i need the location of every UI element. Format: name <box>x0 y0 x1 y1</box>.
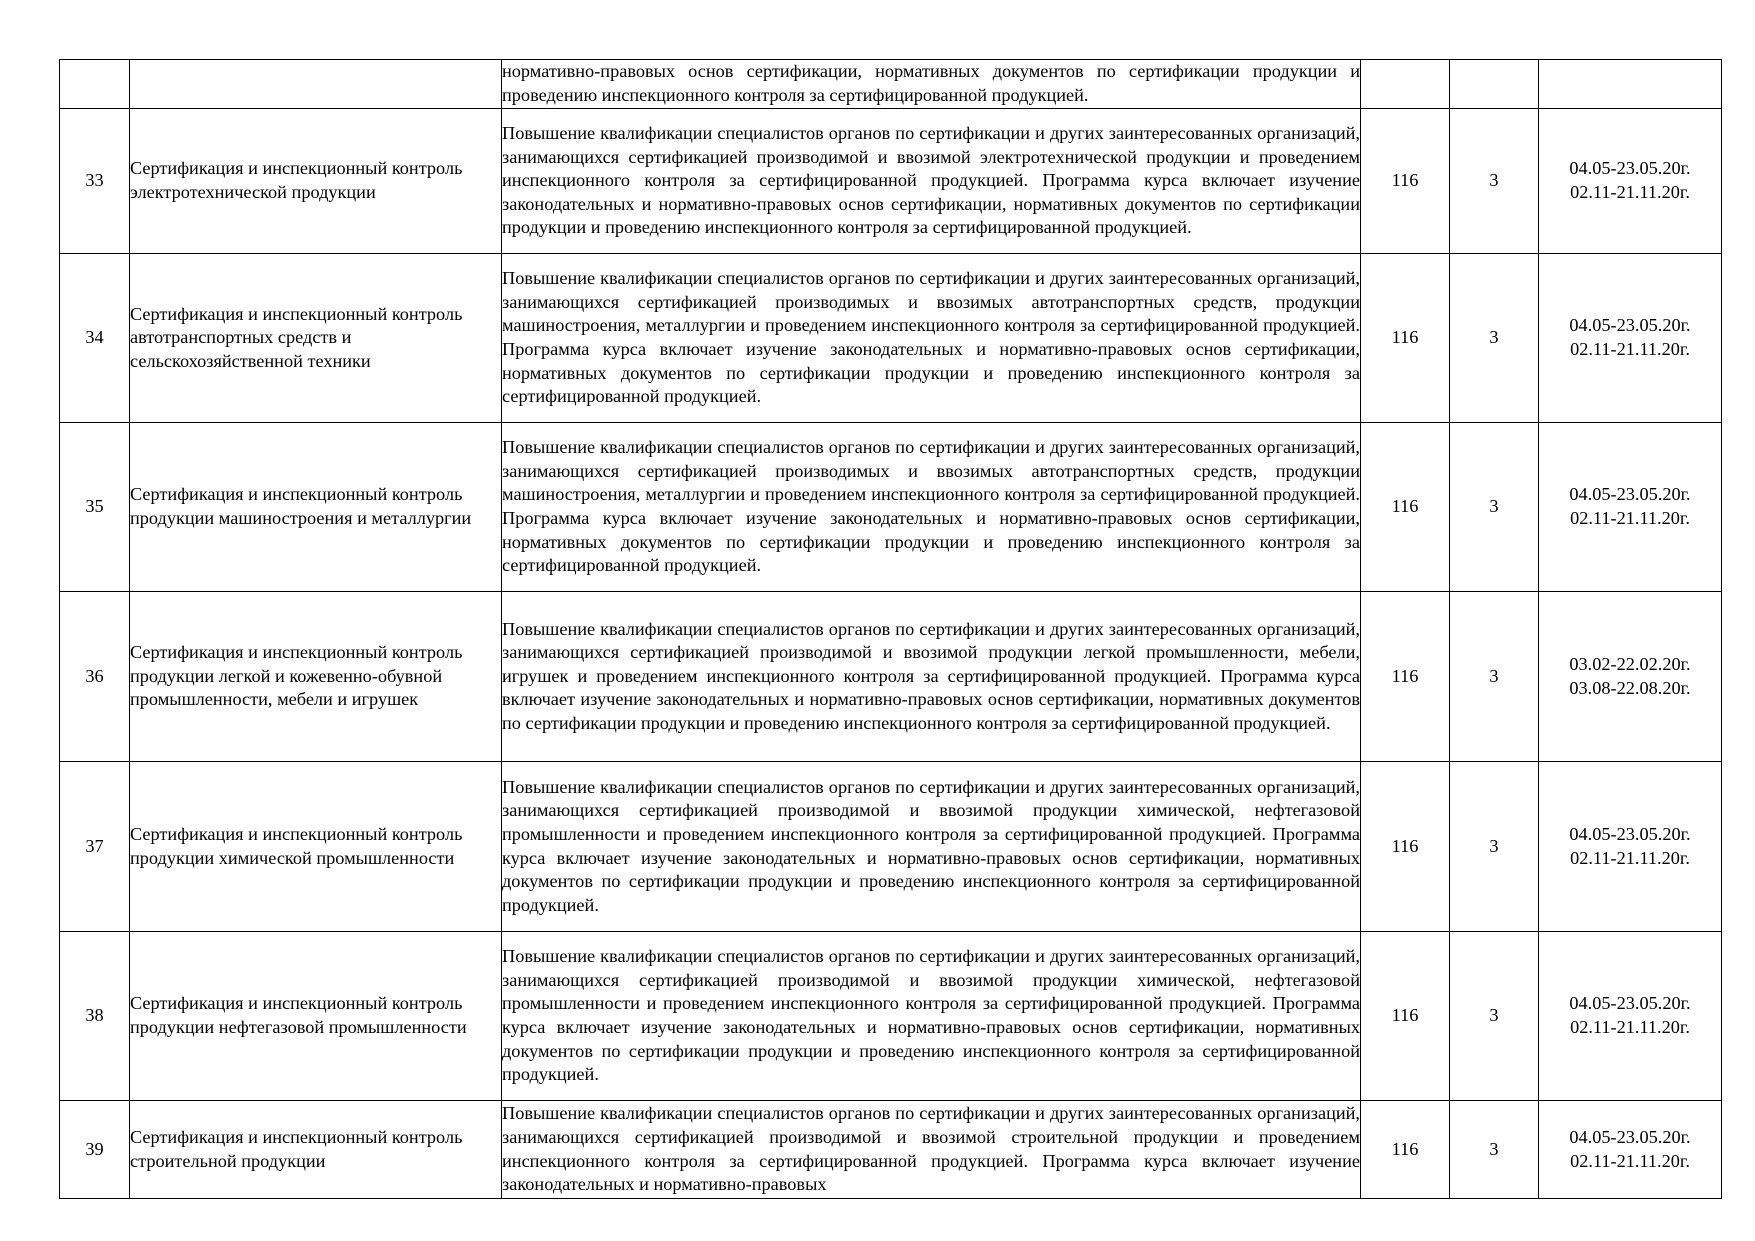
date-range-1: 04.05-23.05.20г. <box>1569 158 1691 179</box>
cell-number: 36 <box>60 592 130 762</box>
cell-course-title: Сертификация и инспекционный контроль электротехнической продукции <box>130 109 502 254</box>
date-range-2: 02.11-21.11.20г. <box>1570 1017 1690 1037</box>
cell-number: 37 <box>60 762 130 932</box>
date-range-1: 04.05-23.05.20г. <box>1569 484 1691 505</box>
cell-dates <box>1539 109 1722 254</box>
cell-dates <box>1539 932 1722 1101</box>
cell-weeks: 3 <box>1450 592 1539 762</box>
table-row <box>60 592 1722 762</box>
cell-hours: 116 <box>1361 762 1450 932</box>
courses-table <box>59 59 1722 1199</box>
cell-course-title: Сертификация и инспекционный контроль автотранспортных средств и сельскохозяйственной техники <box>130 254 502 423</box>
date-range-1: 04.05-23.05.20г. <box>1569 823 1691 844</box>
cell-weeks: 3 <box>1450 423 1539 592</box>
cell-weeks: 3 <box>1450 1101 1539 1199</box>
cell-number: 33 <box>60 109 130 254</box>
cell-dates <box>1539 254 1722 423</box>
cell-weeks: 3 <box>1450 762 1539 932</box>
date-range-1: 04.05-23.05.20г. <box>1569 315 1691 336</box>
table-row <box>60 423 1722 592</box>
cell-hours: 116 <box>1361 254 1450 423</box>
cell-dates <box>1539 60 1722 109</box>
cell-number: 38 <box>60 932 130 1101</box>
cell-course-title <box>130 60 502 109</box>
table-row <box>60 932 1722 1101</box>
cell-dates <box>1539 423 1722 592</box>
table-row-continuation <box>60 60 1722 109</box>
cell-description: Повышение квалификации специалистов органов по сертификации и других заинтересованных организаций, занимающихся сертификацией производимой и ввозимой продукции химической, нефтегазовой промышленности и проведением инспекционного контроля за сертифицированной продукцией. Программа курса включает изучение законодательных и нормативно-правовых основ сертификации, нормативных документов по сертификации продукции и проведению инспекционного контроля за сертифицированной продукцией. <box>502 932 1361 1101</box>
date-range-2: 02.11-21.11.20г. <box>1570 847 1690 868</box>
date-range-2: 03.08-22.08.20г. <box>1569 677 1691 698</box>
cell-description: Повышение квалификации специалистов органов по сертификации и других заинтересованных организаций, занимающихся сертификацией производимой и ввозимой электротехнической продукции и проведением инспекционного контроля за сертифицированной продукцией. Программа курса включает изучение законодательных и нормативно-правовых основ сертификации, нормативных документов по сертификации продукции и проведению инспекционного контроля за сертифицированной продукцией. <box>502 109 1361 254</box>
table-row <box>60 1101 1722 1199</box>
cell-description: Повышение квалификации специалистов органов по сертификации и других заинтересованных организаций, занимающихся сертификацией производимой и ввозимой продукции химической, нефтегазовой промышленности и проведением инспекционного контроля за сертифицированной продукцией. Программа курса включает изучение законодательных и нормативно-правовых основ сертификации, нормативных документов по сертификации продукции и проведению инспекционного контроля за сертифицированной продукцией. <box>502 762 1361 932</box>
cell-dates <box>1539 762 1722 932</box>
date-range-2: 02.11-21.11.20г. <box>1570 508 1690 528</box>
date-range-1: 04.05-23.05.20г. <box>1569 993 1691 1014</box>
date-range-1: 03.02-22.02.20г. <box>1569 653 1691 674</box>
table-row <box>60 109 1722 254</box>
cell-description: Повышение квалификации специалистов органов по сертификации и других заинтересованных организаций, занимающихся сертификацией производимой и ввозимой строительной продукции и проведением инспекционного контроля за сертифицированной продукцией. Программа курса включает изучение законодательных и нормативно-правовых <box>502 1101 1361 1199</box>
cell-weeks: 3 <box>1450 254 1539 423</box>
cell-weeks <box>1450 60 1539 109</box>
cell-course-title: Сертификация и инспекционный контроль строительной продукции <box>130 1101 502 1199</box>
cell-hours: 116 <box>1361 109 1450 254</box>
cell-course-title: Сертификация и инспекционный контроль продукции машиностроения и металлургии <box>130 423 502 592</box>
cell-course-title: Сертификация и инспекционный контроль продукции химической промышленности <box>130 762 502 932</box>
cell-weeks: 3 <box>1450 109 1539 254</box>
cell-number: 39 <box>60 1101 130 1199</box>
cell-course-title: Сертификация и инспекционный контроль продукции легкой и кожевенно-обувной промышленности, мебели и игрушек <box>130 592 502 762</box>
cell-description: нормативно-правовых основ сертификации, нормативных документов по сертификации продукции и проведению инспекционного контроля за сертифицированной продукцией. <box>502 60 1361 109</box>
cell-description: Повышение квалификации специалистов органов по сертификации и других заинтересованных организаций, занимающихся сертификацией производимых и ввозимых автотранспортных средств, продукции машиностроения, металлургии и проведением инспекционного контроля за сертифицированной продукцией. Программа курса включает изучение законодательных и нормативно-правовых основ сертификации, нормативных документов по сертификации продукции и проведению инспекционного контроля за сертифицированной продукцией. <box>502 254 1361 423</box>
table-row <box>60 762 1722 932</box>
date-range-2: 02.11-21.11.20г. <box>1570 339 1690 359</box>
date-range-2: 02.11-21.11.20г. <box>1570 182 1690 202</box>
cell-description: Повышение квалификации специалистов органов по сертификации и других заинтересованных организаций, занимающихся сертификацией производимой и ввозимой продукции легкой промышленности, мебели, игрушек и проведением инспекционного контроля за сертифицированной продукцией. Программа курса включает изучение законодательных и нормативно-правовых основ сертификации, нормативных документов по сертификации продукции и проведению инспекционного контроля за сертифицированной продукцией. <box>502 592 1361 762</box>
date-range-1: 04.05-23.05.20г. <box>1569 1126 1691 1147</box>
cell-course-title: Сертификация и инспекционный контроль продукции нефтегазовой промышленности <box>130 932 502 1101</box>
cell-hours <box>1361 60 1450 109</box>
cell-dates <box>1539 592 1722 762</box>
table-row <box>60 254 1722 423</box>
cell-number: 35 <box>60 423 130 592</box>
cell-hours: 116 <box>1361 932 1450 1101</box>
cell-description: Повышение квалификации специалистов органов по сертификации и других заинтересованных организаций, занимающихся сертификацией производимых и ввозимых автотранспортных средств, продукции машиностроения, металлургии и проведением инспекционного контроля за сертифицированной продукцией. Программа курса включает изучение законодательных и нормативно-правовых основ сертификации, нормативных документов по сертификации продукции и проведению инспекционного контроля за сертифицированной продукцией. <box>502 423 1361 592</box>
date-range-2: 02.11-21.11.20г. <box>1570 1150 1690 1171</box>
cell-hours: 116 <box>1361 423 1450 592</box>
cell-hours: 116 <box>1361 592 1450 762</box>
cell-number: 34 <box>60 254 130 423</box>
cell-hours: 116 <box>1361 1101 1450 1199</box>
cell-number <box>60 60 130 109</box>
cell-dates <box>1539 1101 1722 1199</box>
cell-weeks: 3 <box>1450 932 1539 1101</box>
